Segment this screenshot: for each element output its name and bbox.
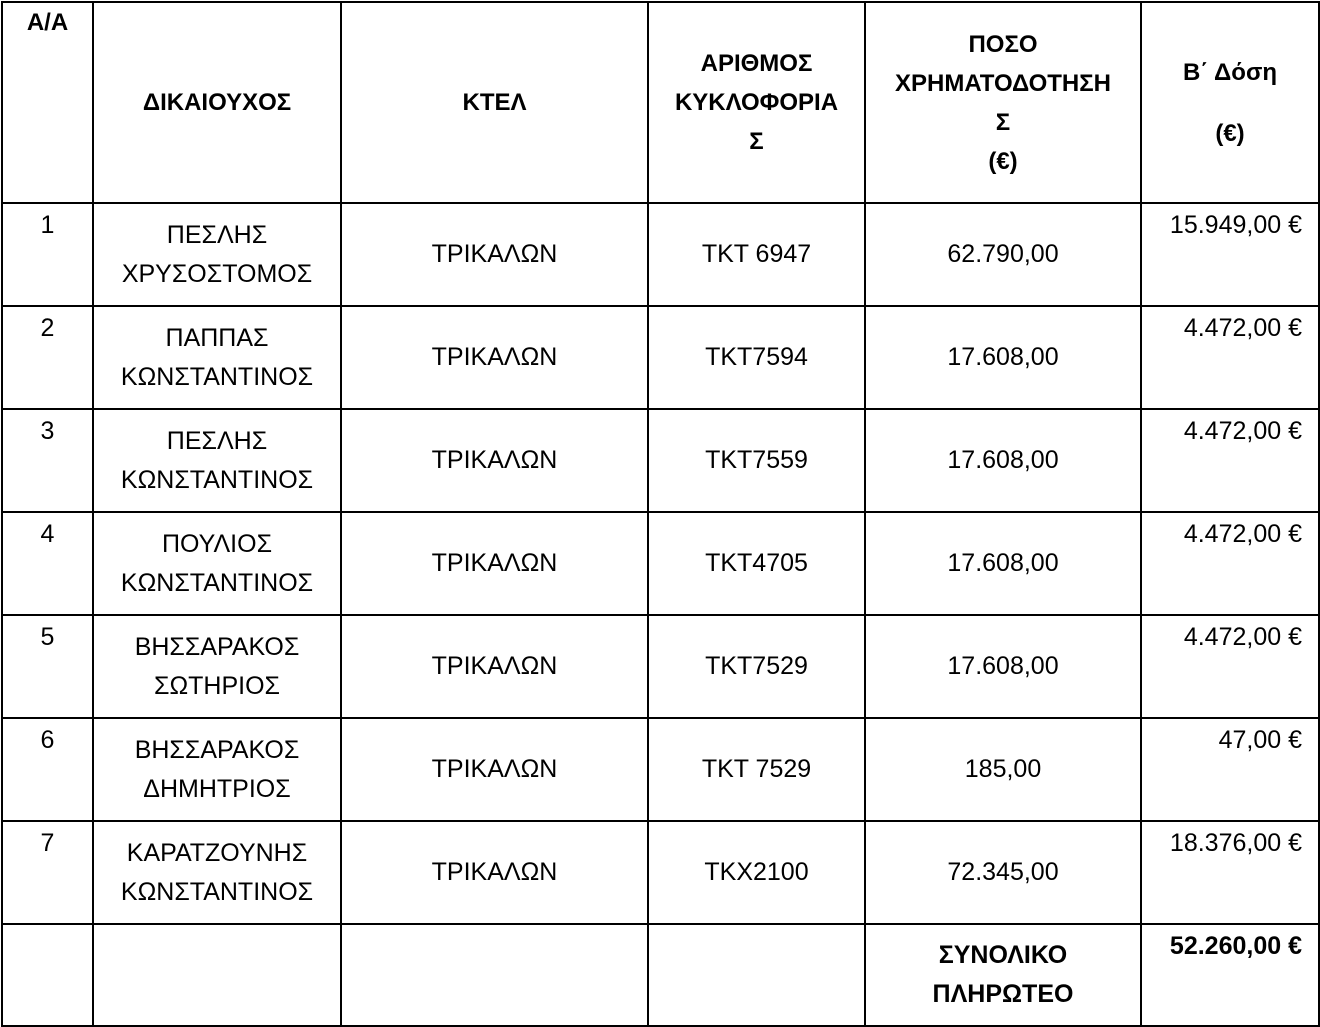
cell-plate: ΤΚΧ2100 (648, 821, 865, 924)
cell-installment: 47,00 € (1141, 718, 1319, 821)
cell-installment: 4.472,00 € (1141, 306, 1319, 409)
header-aa: Α/Α (2, 2, 93, 203)
header-plate (648, 2, 865, 203)
header-plate-line: Σ (749, 128, 764, 155)
beneficiary-surname: ΠΕΣΛΗΣ (166, 220, 268, 249)
cell-amount: 17.608,00 (865, 512, 1141, 615)
cell-plate: ΤΚΤ7529 (648, 615, 865, 718)
cell-plate: ΤΚΤ 6947 (648, 203, 865, 306)
cell-aa: 3 (2, 409, 93, 512)
header-installment (1141, 2, 1319, 203)
table-row (2, 512, 1319, 615)
cell-ktel: ΤΡΙΚΑΛΩΝ (341, 306, 648, 409)
cell-beneficiary (93, 718, 341, 821)
cell-installment: 4.472,00 € (1141, 615, 1319, 718)
cell-amount: 185,00 (865, 718, 1141, 821)
header-beneficiary: ΔΙΚΑΙΟΥΧΟΣ (93, 2, 341, 203)
cell-ktel: ΤΡΙΚΑΛΩΝ (341, 718, 648, 821)
beneficiary-firstname: ΚΩΝΣΤΑΝΤΙΝΟΣ (120, 877, 314, 906)
beneficiary-firstname: ΧΡΥΣΟΣΤΟΜΟΣ (121, 259, 313, 288)
cell-beneficiary (93, 615, 341, 718)
header-amount (865, 2, 1141, 203)
cell-installment: 18.376,00 € (1141, 821, 1319, 924)
cell-aa: 2 (2, 306, 93, 409)
cell-aa: 7 (2, 821, 93, 924)
cell-beneficiary (93, 512, 341, 615)
header-amount-line: ΠΟΣΟ (968, 30, 1038, 58)
header-installment-unit: (€) (1215, 119, 1245, 147)
total-label (865, 924, 1141, 1026)
cell-empty (648, 924, 865, 1026)
beneficiary-surname: ΠΟΥΛΙΟΣ (161, 529, 273, 558)
cell-empty (341, 924, 648, 1026)
cell-empty (2, 924, 93, 1026)
total-value: 52.260,00 € (1141, 924, 1319, 1026)
cell-ktel: ΤΡΙΚΑΛΩΝ (341, 409, 648, 512)
header-amount-line: ΧΡΗΜΑΤΟΔΟΤΗΣΗ (895, 69, 1111, 97)
cell-amount: 17.608,00 (865, 306, 1141, 409)
table-row (2, 821, 1319, 924)
beneficiary-firstname: ΚΩΝΣΤΑΝΤΙΝΟΣ (120, 362, 314, 391)
cell-aa: 4 (2, 512, 93, 615)
beneficiary-surname: ΒΗΣΣΑΡΑΚΟΣ (134, 632, 300, 661)
cell-beneficiary (93, 821, 341, 924)
payment-table (1, 1, 1320, 1027)
header-amount-line: Σ (995, 108, 1011, 136)
cell-beneficiary (93, 306, 341, 409)
cell-ktel: ΤΡΙΚΑΛΩΝ (341, 512, 648, 615)
table-row (2, 615, 1319, 718)
cell-installment: 4.472,00 € (1141, 512, 1319, 615)
cell-amount: 72.345,00 (865, 821, 1141, 924)
cell-plate: ΤΚΤ7559 (648, 409, 865, 512)
total-label-line: ΣΥΝΟΛΙΚΟ (938, 941, 1068, 969)
cell-beneficiary (93, 203, 341, 306)
cell-plate: ΤΚΤ 7529 (648, 718, 865, 821)
cell-plate: ΤΚΤ7594 (648, 306, 865, 409)
cell-ktel: ΤΡΙΚΑΛΩΝ (341, 821, 648, 924)
cell-amount: 17.608,00 (865, 409, 1141, 512)
beneficiary-surname: ΠΑΠΠΑΣ (165, 323, 269, 352)
cell-installment: 4.472,00 € (1141, 409, 1319, 512)
cell-aa: 1 (2, 203, 93, 306)
cell-installment: 15.949,00 € (1141, 203, 1319, 306)
beneficiary-firstname: ΣΩΤΗΡΙΟΣ (154, 671, 280, 700)
table-row (2, 306, 1319, 409)
beneficiary-surname: ΠΕΣΛΗΣ (166, 426, 268, 455)
total-label-line: ΠΛΗΡΩΤΕΟ (932, 980, 1074, 1008)
cell-aa: 6 (2, 718, 93, 821)
cell-ktel: ΤΡΙΚΑΛΩΝ (341, 615, 648, 718)
cell-aa: 5 (2, 615, 93, 718)
beneficiary-surname: ΒΗΣΣΑΡΑΚΟΣ (134, 735, 300, 764)
cell-amount: 62.790,00 (865, 203, 1141, 306)
cell-beneficiary (93, 409, 341, 512)
cell-ktel: ΤΡΙΚΑΛΩΝ (341, 203, 648, 306)
beneficiary-firstname: ΚΩΝΣΤΑΝΤΙΝΟΣ (120, 568, 314, 597)
table-row (2, 409, 1319, 512)
cell-amount: 17.608,00 (865, 615, 1141, 718)
header-plate-line: ΚΥΚΛΟΦΟΡΙΑ (674, 89, 839, 116)
table-row (2, 718, 1319, 821)
header-row (2, 2, 1319, 203)
cell-plate: ΤΚΤ4705 (648, 512, 865, 615)
cell-empty (93, 924, 341, 1026)
beneficiary-firstname: ΔΗΜΗΤΡΙΟΣ (143, 774, 291, 803)
beneficiary-firstname: ΚΩΝΣΤΑΝΤΙΝΟΣ (120, 465, 314, 494)
header-amount-unit: (€) (988, 147, 1018, 175)
total-row (2, 924, 1319, 1026)
beneficiary-surname: ΚΑΡΑΤΖΟΥΝΗΣ (126, 838, 308, 867)
header-ktel: ΚΤΕΛ (341, 2, 648, 203)
table-row (2, 203, 1319, 306)
header-installment-label: Β΄ Δόση (1182, 58, 1278, 86)
header-plate-line: ΑΡΙΘΜΟΣ (700, 50, 813, 77)
